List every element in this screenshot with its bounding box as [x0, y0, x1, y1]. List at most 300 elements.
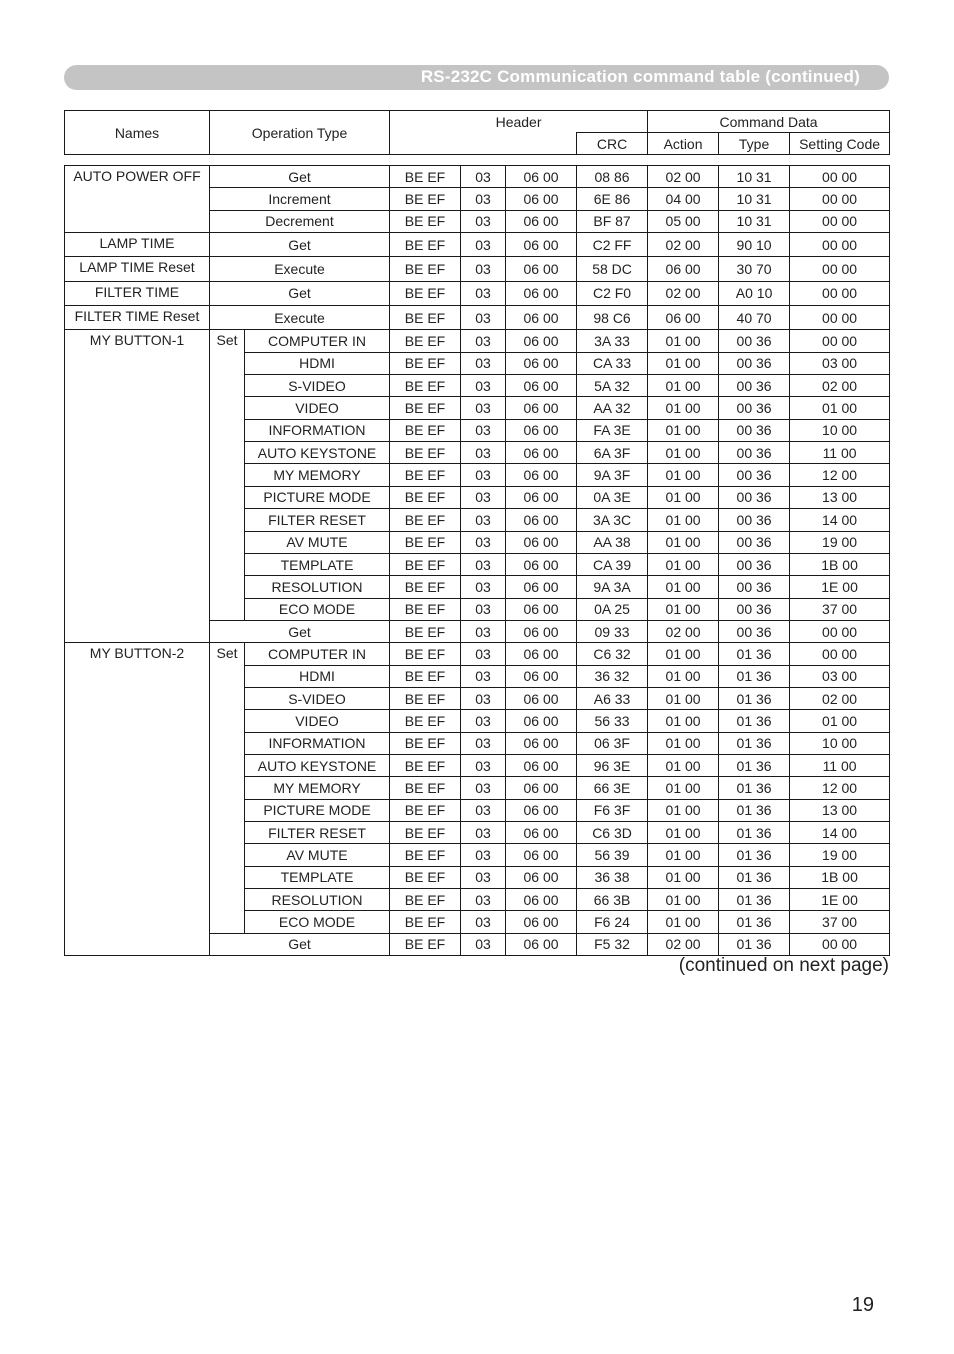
operation-cell: COMPUTER IN	[245, 643, 390, 665]
crc-cell: CA 33	[577, 352, 648, 374]
header-byte-3: 06 00	[506, 821, 577, 843]
operation-cell: MY MEMORY	[245, 777, 390, 799]
crc-cell: 66 3E	[577, 777, 648, 799]
action-cell: 01 00	[648, 330, 719, 352]
header-byte-3: 06 00	[506, 375, 577, 397]
action-cell: 01 00	[648, 352, 719, 374]
header-byte-1: BE EF	[390, 281, 461, 305]
operation-cell: FILTER RESET	[245, 509, 390, 531]
operation-cell: Get	[210, 933, 390, 955]
header-byte-1: BE EF	[390, 844, 461, 866]
header-byte-3: 06 00	[506, 352, 577, 374]
header-byte-2: 03	[461, 821, 506, 843]
crc-cell: 58 DC	[577, 257, 648, 281]
header-byte-1: BE EF	[390, 777, 461, 799]
action-cell: 01 00	[648, 375, 719, 397]
crc-cell: AA 38	[577, 531, 648, 553]
header-byte-1: BE EF	[390, 553, 461, 575]
type-cell: 01 36	[719, 665, 790, 687]
type-cell: 01 36	[719, 687, 790, 709]
command-name: MY BUTTON-2	[65, 643, 210, 956]
type-cell: 90 10	[719, 233, 790, 257]
setting-code-cell: 13 00	[790, 486, 890, 508]
action-cell: 02 00	[648, 933, 719, 955]
header-byte-3: 06 00	[506, 257, 577, 281]
operation-cell: INFORMATION	[245, 419, 390, 441]
page-number: 19	[851, 1294, 874, 1316]
header-byte-3: 06 00	[506, 233, 577, 257]
crc-header: CRC	[577, 133, 648, 155]
header-byte-2: 03	[461, 397, 506, 419]
operation-cell: AUTO KEYSTONE	[245, 754, 390, 776]
header-byte-2: 03	[461, 531, 506, 553]
setting-code-cell: 00 00	[790, 306, 890, 330]
type-header: Type	[719, 133, 790, 155]
setting-code-cell: 00 00	[790, 933, 890, 955]
header-byte-2: 03	[461, 911, 506, 933]
type-cell: 01 36	[719, 866, 790, 888]
action-cell: 01 00	[648, 397, 719, 419]
header-byte-2: 03	[461, 687, 506, 709]
operation-cell: VIDEO	[245, 710, 390, 732]
setting-code-cell: 13 00	[790, 799, 890, 821]
action-cell: 02 00	[648, 281, 719, 305]
header-byte-2: 03	[461, 210, 506, 232]
operation-cell: INFORMATION	[245, 732, 390, 754]
header-byte-3: 06 00	[506, 643, 577, 665]
header-byte-1: BE EF	[390, 866, 461, 888]
action-cell: 01 00	[648, 821, 719, 843]
type-cell: 01 36	[719, 821, 790, 843]
header-byte-1: BE EF	[390, 330, 461, 352]
crc-cell: 5A 32	[577, 375, 648, 397]
operation-cell: Get	[210, 281, 390, 305]
type-cell: 00 36	[719, 553, 790, 575]
header-byte-2: 03	[461, 732, 506, 754]
header-byte-1: BE EF	[390, 306, 461, 330]
header-byte-2: 03	[461, 754, 506, 776]
action-cell: 01 00	[648, 419, 719, 441]
operation-cell: PICTURE MODE	[245, 799, 390, 821]
crc-cell: F6 3F	[577, 799, 648, 821]
crc-cell: 6E 86	[577, 188, 648, 210]
header-byte-2: 03	[461, 166, 506, 188]
action-cell: 01 00	[648, 754, 719, 776]
header-byte-1: BE EF	[390, 732, 461, 754]
operation-cell: Increment	[210, 188, 390, 210]
header-byte-3: 06 00	[506, 799, 577, 821]
operation-cell: FILTER RESET	[245, 821, 390, 843]
header-byte-3: 06 00	[506, 509, 577, 531]
setting-code-cell: 00 00	[790, 620, 890, 642]
type-cell: 00 36	[719, 620, 790, 642]
header-byte-2: 03	[461, 257, 506, 281]
crc-cell: 56 39	[577, 844, 648, 866]
setting-code-cell: 19 00	[790, 531, 890, 553]
header-byte-1: BE EF	[390, 442, 461, 464]
type-cell: 10 31	[719, 210, 790, 232]
type-cell: 01 36	[719, 799, 790, 821]
header-byte-1: BE EF	[390, 188, 461, 210]
action-cell: 01 00	[648, 509, 719, 531]
setting-code-cell: 10 00	[790, 732, 890, 754]
command-table	[64, 110, 890, 956]
header-byte-2: 03	[461, 233, 506, 257]
operation-cell: MY MEMORY	[245, 464, 390, 486]
operation-cell: HDMI	[245, 352, 390, 374]
crc-cell: CA 39	[577, 553, 648, 575]
header-byte-1: BE EF	[390, 166, 461, 188]
header-byte-3: 06 00	[506, 576, 577, 598]
action-cell: 06 00	[648, 306, 719, 330]
header-spacer	[390, 133, 577, 155]
operation-cell: HDMI	[245, 665, 390, 687]
setting-code-cell: 00 00	[790, 643, 890, 665]
operation-cell: COMPUTER IN	[245, 330, 390, 352]
action-cell: 01 00	[648, 665, 719, 687]
crc-cell: 9A 3F	[577, 464, 648, 486]
header-byte-3: 06 00	[506, 911, 577, 933]
table-row	[65, 330, 890, 352]
header-byte-3: 06 00	[506, 598, 577, 620]
action-cell: 01 00	[648, 889, 719, 911]
table-row	[65, 281, 890, 305]
type-cell: 01 36	[719, 732, 790, 754]
header-byte-1: BE EF	[390, 509, 461, 531]
setting-code-cell: 03 00	[790, 352, 890, 374]
action-cell: 01 00	[648, 710, 719, 732]
setting-code-cell: 00 00	[790, 330, 890, 352]
setting-code-cell: 1E 00	[790, 576, 890, 598]
header-byte-1: BE EF	[390, 486, 461, 508]
operation-cell: VIDEO	[245, 397, 390, 419]
header-byte-1: BE EF	[390, 257, 461, 281]
action-cell: 01 00	[648, 464, 719, 486]
header-byte-3: 06 00	[506, 330, 577, 352]
header-byte-2: 03	[461, 710, 506, 732]
crc-cell: 0A 25	[577, 598, 648, 620]
setting-code-cell: 01 00	[790, 710, 890, 732]
crc-cell: 0A 3E	[577, 486, 648, 508]
type-cell: 00 36	[719, 419, 790, 441]
crc-cell: FA 3E	[577, 419, 648, 441]
header-byte-1: BE EF	[390, 911, 461, 933]
action-cell: 01 00	[648, 911, 719, 933]
section-title: RS-232C Communication command table (continued)	[420, 67, 860, 86]
header-byte-3: 06 00	[506, 166, 577, 188]
operation-cell: Get	[210, 233, 390, 257]
setting-code-cell: 12 00	[790, 464, 890, 486]
type-cell: 30 70	[719, 257, 790, 281]
type-cell: 01 36	[719, 710, 790, 732]
header-byte-2: 03	[461, 281, 506, 305]
action-cell: 04 00	[648, 188, 719, 210]
operation-cell: S-VIDEO	[245, 687, 390, 709]
header-header: Header	[390, 111, 648, 133]
setting-code-cell: 12 00	[790, 777, 890, 799]
action-cell: 06 00	[648, 257, 719, 281]
header-byte-3: 06 00	[506, 732, 577, 754]
header-byte-1: BE EF	[390, 397, 461, 419]
operation-cell: Get	[210, 620, 390, 642]
setting-code-cell: 00 00	[790, 281, 890, 305]
header-byte-1: BE EF	[390, 754, 461, 776]
command-data-header: Command Data	[648, 111, 890, 133]
set-label: Set	[210, 330, 245, 620]
action-cell: 02 00	[648, 620, 719, 642]
setting-code-cell: 02 00	[790, 375, 890, 397]
header-byte-1: BE EF	[390, 710, 461, 732]
type-cell: 01 36	[719, 844, 790, 866]
header-gap	[65, 155, 890, 166]
command-name: MY BUTTON-1	[65, 330, 210, 643]
crc-cell: 08 86	[577, 166, 648, 188]
header-byte-2: 03	[461, 375, 506, 397]
type-cell: 01 36	[719, 889, 790, 911]
header-byte-3: 06 00	[506, 442, 577, 464]
header-byte-3: 06 00	[506, 464, 577, 486]
setting-code-cell: 00 00	[790, 188, 890, 210]
header-byte-2: 03	[461, 933, 506, 955]
type-cell: 00 36	[719, 531, 790, 553]
header-byte-2: 03	[461, 464, 506, 486]
action-cell: 01 00	[648, 777, 719, 799]
header-byte-2: 03	[461, 442, 506, 464]
header-byte-3: 06 00	[506, 531, 577, 553]
header-byte-2: 03	[461, 188, 506, 210]
action-cell: 01 00	[648, 531, 719, 553]
operation-cell: TEMPLATE	[245, 553, 390, 575]
header-byte-1: BE EF	[390, 643, 461, 665]
header-byte-3: 06 00	[506, 281, 577, 305]
operation-cell: Get	[210, 166, 390, 188]
action-cell: 01 00	[648, 643, 719, 665]
operation-cell: ECO MODE	[245, 911, 390, 933]
table-row	[65, 643, 890, 665]
header-byte-1: BE EF	[390, 576, 461, 598]
header-byte-3: 06 00	[506, 866, 577, 888]
action-cell: 01 00	[648, 486, 719, 508]
header-byte-1: BE EF	[390, 665, 461, 687]
operation-cell: ECO MODE	[245, 598, 390, 620]
type-cell: A0 10	[719, 281, 790, 305]
action-cell: 01 00	[648, 844, 719, 866]
table-row	[65, 166, 890, 188]
crc-cell: 56 33	[577, 710, 648, 732]
setting-code-cell: 11 00	[790, 442, 890, 464]
crc-cell: 06 3F	[577, 732, 648, 754]
crc-cell: 3A 33	[577, 330, 648, 352]
setting-code-cell: 14 00	[790, 821, 890, 843]
operation-cell: TEMPLATE	[245, 866, 390, 888]
setting-code-cell: 10 00	[790, 419, 890, 441]
setting-code-cell: 11 00	[790, 754, 890, 776]
names-header: Names	[65, 111, 210, 155]
crc-cell: 9A 3A	[577, 576, 648, 598]
crc-cell: F5 32	[577, 933, 648, 955]
header-byte-3: 06 00	[506, 419, 577, 441]
header-byte-2: 03	[461, 553, 506, 575]
type-cell: 01 36	[719, 754, 790, 776]
setting-code-cell: 1E 00	[790, 889, 890, 911]
setting-code-cell: 37 00	[790, 598, 890, 620]
header-byte-3: 06 00	[506, 210, 577, 232]
header-byte-3: 06 00	[506, 486, 577, 508]
header-byte-2: 03	[461, 866, 506, 888]
setting-code-cell: 03 00	[790, 665, 890, 687]
action-cell: 01 00	[648, 687, 719, 709]
action-cell: 01 00	[648, 598, 719, 620]
action-header: Action	[648, 133, 719, 155]
command-name: AUTO POWER OFF	[65, 166, 210, 233]
type-cell: 01 36	[719, 911, 790, 933]
type-cell: 00 36	[719, 576, 790, 598]
header-byte-1: BE EF	[390, 464, 461, 486]
header-byte-2: 03	[461, 509, 506, 531]
operation-cell: PICTURE MODE	[245, 486, 390, 508]
action-cell: 01 00	[648, 553, 719, 575]
setting-code-header: Setting Code	[790, 133, 890, 155]
crc-cell: 6A 3F	[577, 442, 648, 464]
operation-cell: S-VIDEO	[245, 375, 390, 397]
crc-cell: F6 24	[577, 911, 648, 933]
crc-cell: 09 33	[577, 620, 648, 642]
table-row	[65, 257, 890, 281]
setting-code-cell: 00 00	[790, 166, 890, 188]
section-banner	[64, 65, 889, 90]
header-row	[65, 111, 890, 133]
header-byte-1: BE EF	[390, 210, 461, 232]
header-byte-1: BE EF	[390, 352, 461, 374]
operation-cell: Decrement	[210, 210, 390, 232]
crc-cell: 3A 3C	[577, 509, 648, 531]
action-cell: 01 00	[648, 799, 719, 821]
header-byte-3: 06 00	[506, 397, 577, 419]
header-byte-3: 06 00	[506, 777, 577, 799]
header-byte-2: 03	[461, 330, 506, 352]
header-byte-2: 03	[461, 643, 506, 665]
header-byte-3: 06 00	[506, 306, 577, 330]
set-label: Set	[210, 643, 245, 933]
header-byte-1: BE EF	[390, 889, 461, 911]
header-byte-3: 06 00	[506, 665, 577, 687]
setting-code-cell: 1B 00	[790, 866, 890, 888]
crc-cell: C2 F0	[577, 281, 648, 305]
operation-cell: Execute	[210, 257, 390, 281]
header-byte-1: BE EF	[390, 687, 461, 709]
type-cell: 00 36	[719, 330, 790, 352]
header-byte-2: 03	[461, 620, 506, 642]
type-cell: 00 36	[719, 375, 790, 397]
action-cell: 01 00	[648, 732, 719, 754]
type-cell: 00 36	[719, 486, 790, 508]
crc-cell: 66 3B	[577, 889, 648, 911]
header-byte-1: BE EF	[390, 375, 461, 397]
header-byte-2: 03	[461, 665, 506, 687]
action-cell: 05 00	[648, 210, 719, 232]
type-cell: 01 36	[719, 933, 790, 955]
setting-code-cell: 1B 00	[790, 553, 890, 575]
command-name: FILTER TIME	[65, 281, 210, 305]
type-cell: 00 36	[719, 464, 790, 486]
setting-code-cell: 14 00	[790, 509, 890, 531]
header-byte-2: 03	[461, 889, 506, 911]
operation-cell: Execute	[210, 306, 390, 330]
header-byte-1: BE EF	[390, 531, 461, 553]
operation-cell: RESOLUTION	[245, 576, 390, 598]
crc-cell: BF 87	[577, 210, 648, 232]
header-byte-2: 03	[461, 352, 506, 374]
continued-note: (continued on next page)	[678, 955, 889, 976]
header-byte-1: BE EF	[390, 933, 461, 955]
header-byte-2: 03	[461, 576, 506, 598]
header-byte-1: BE EF	[390, 821, 461, 843]
operation-cell: AV MUTE	[245, 531, 390, 553]
action-cell: 01 00	[648, 866, 719, 888]
header-byte-3: 06 00	[506, 188, 577, 210]
setting-code-cell: 00 00	[790, 233, 890, 257]
crc-cell: C6 32	[577, 643, 648, 665]
type-cell: 00 36	[719, 442, 790, 464]
operation-cell: AUTO KEYSTONE	[245, 442, 390, 464]
crc-cell: A6 33	[577, 687, 648, 709]
crc-cell: 36 38	[577, 866, 648, 888]
header-byte-2: 03	[461, 306, 506, 330]
type-cell: 00 36	[719, 352, 790, 374]
type-cell: 10 31	[719, 166, 790, 188]
command-name: FILTER TIME Reset	[65, 306, 210, 330]
crc-cell: C2 FF	[577, 233, 648, 257]
setting-code-cell: 37 00	[790, 911, 890, 933]
type-cell: 10 31	[719, 188, 790, 210]
setting-code-cell: 02 00	[790, 687, 890, 709]
header-byte-2: 03	[461, 419, 506, 441]
type-cell: 40 70	[719, 306, 790, 330]
header-byte-2: 03	[461, 486, 506, 508]
type-cell: 01 36	[719, 777, 790, 799]
header-byte-3: 06 00	[506, 933, 577, 955]
crc-cell: 96 3E	[577, 754, 648, 776]
header-byte-2: 03	[461, 844, 506, 866]
header-byte-1: BE EF	[390, 419, 461, 441]
header-byte-3: 06 00	[506, 687, 577, 709]
action-cell: 02 00	[648, 166, 719, 188]
header-byte-3: 06 00	[506, 889, 577, 911]
setting-code-cell: 01 00	[790, 397, 890, 419]
operation-cell: RESOLUTION	[245, 889, 390, 911]
action-cell: 01 00	[648, 442, 719, 464]
action-cell: 01 00	[648, 576, 719, 598]
header-byte-1: BE EF	[390, 598, 461, 620]
setting-code-cell: 00 00	[790, 257, 890, 281]
type-cell: 00 36	[719, 397, 790, 419]
header-byte-3: 06 00	[506, 754, 577, 776]
header-byte-3: 06 00	[506, 710, 577, 732]
operation-cell: AV MUTE	[245, 844, 390, 866]
header-byte-1: BE EF	[390, 233, 461, 257]
setting-code-cell: 19 00	[790, 844, 890, 866]
header-byte-1: BE EF	[390, 620, 461, 642]
command-name: LAMP TIME	[65, 233, 210, 257]
header-byte-3: 06 00	[506, 844, 577, 866]
setting-code-cell: 00 00	[790, 210, 890, 232]
type-cell: 00 36	[719, 509, 790, 531]
header-byte-1: BE EF	[390, 799, 461, 821]
type-cell: 01 36	[719, 643, 790, 665]
crc-cell: AA 32	[577, 397, 648, 419]
operation-type-header: Operation Type	[210, 111, 390, 155]
header-byte-2: 03	[461, 598, 506, 620]
